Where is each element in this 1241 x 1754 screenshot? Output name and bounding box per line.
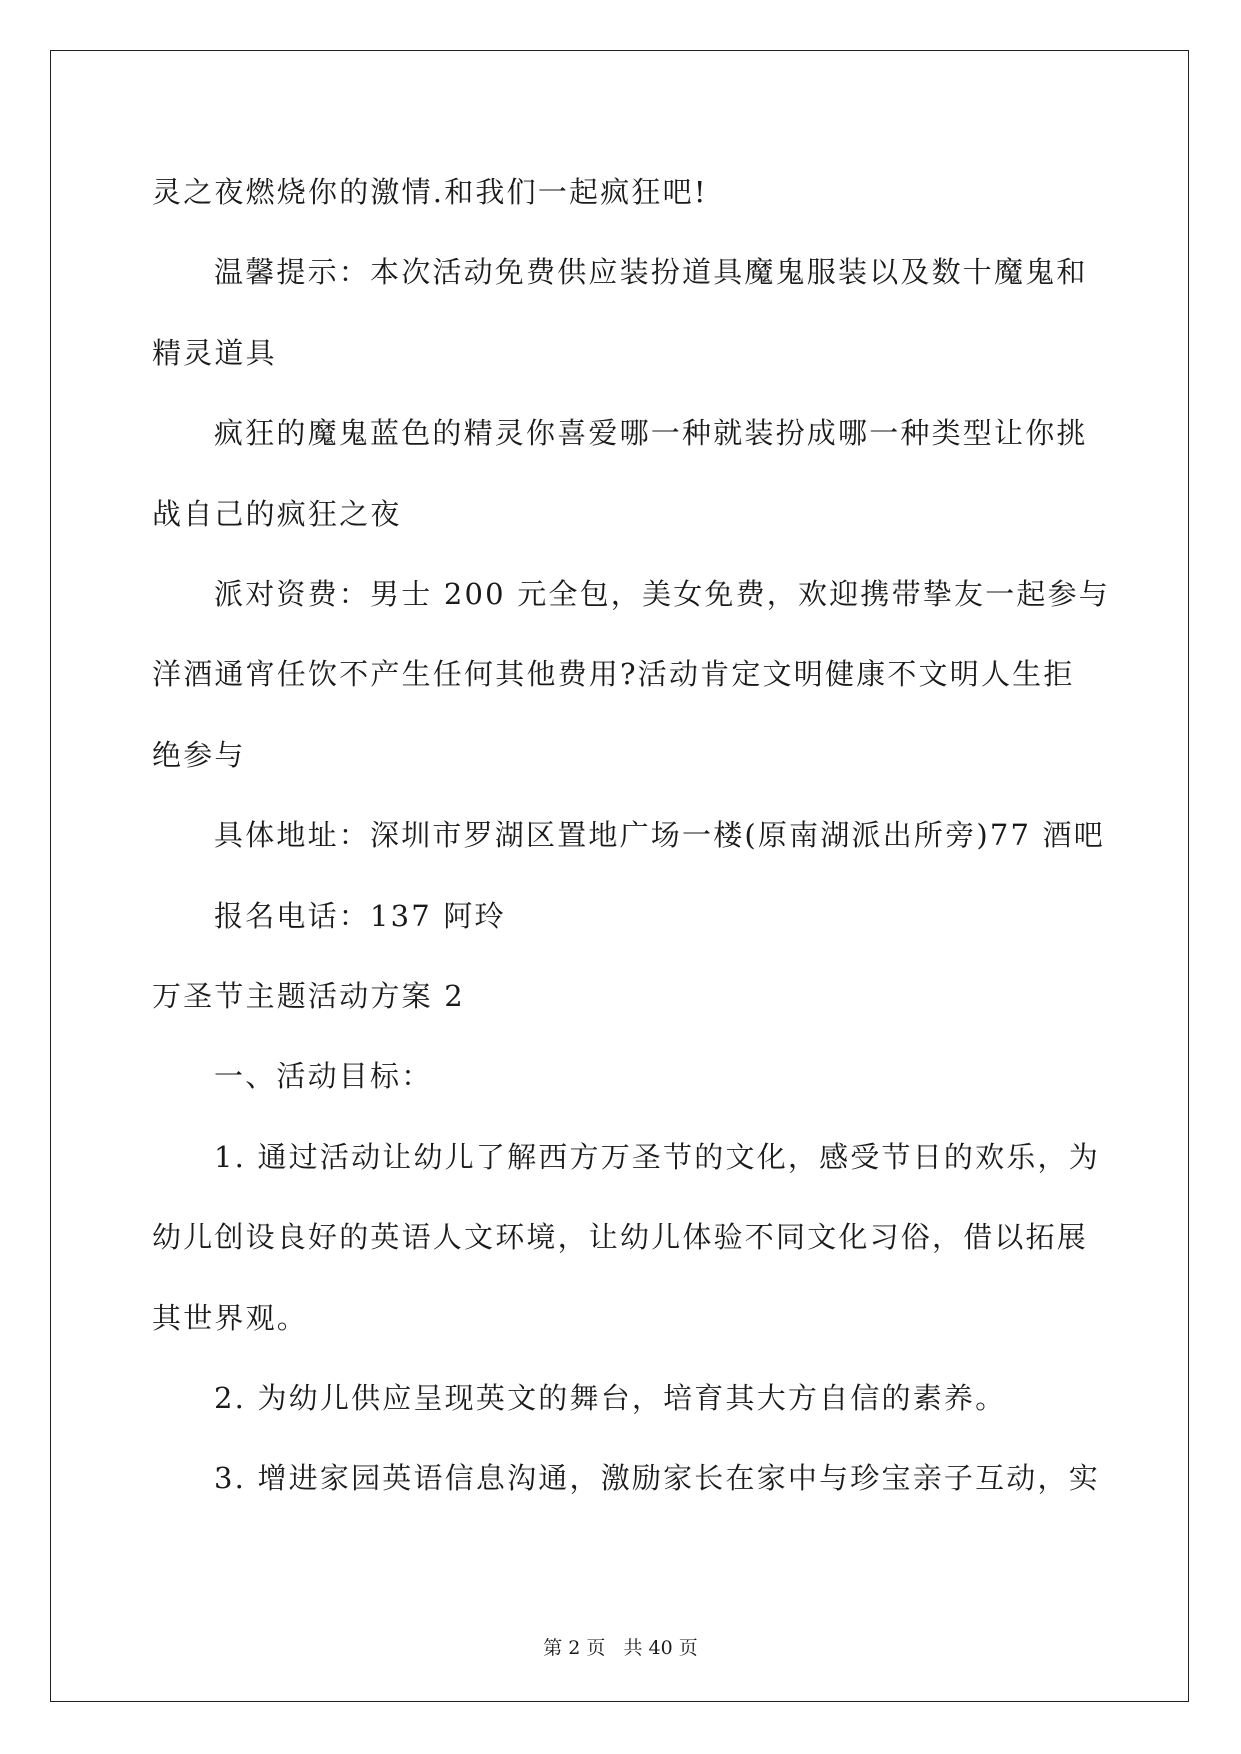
text-line: 疯狂的魔鬼蓝色的精灵你喜爱哪一种就装扮成哪一种类型让你挑 [214, 416, 1088, 450]
page-number-footer: 第 2 页 共 40 页 [543, 1637, 698, 1659]
text-line: 2. 为幼儿供应呈现英文的舞台，培育其大方自信的素养。 [214, 1381, 1007, 1415]
subsection-heading: 一、活动目标： [214, 1059, 433, 1093]
text-line: 幼儿创设良好的英语人文环境，让幼儿体验不同文化习俗，借以拓展 [152, 1220, 1089, 1254]
text-line: 洋酒通宵任饮不产生任何其他费用?活动肯定文明健康不文明人生拒 [152, 657, 1075, 691]
text-line: 派对资费：男士 200 元全包，美女免费，欢迎携带挚友一起参与 [214, 577, 1110, 611]
text-line: 1. 通过活动让幼儿了解西方万圣节的文化，感受节日的欢乐，为 [214, 1140, 1100, 1174]
text-line: 精灵道具 [152, 336, 277, 370]
text-line: 报名电话：137 阿玲 [214, 899, 506, 933]
text-line: 具体地址：深圳市罗湖区置地广场一楼(原南湖派出所旁)77 酒吧 [214, 818, 1105, 852]
text-line: 温馨提示：本次活动免费供应装扮道具魔鬼服装以及数十魔鬼和 [214, 255, 1088, 289]
text-line: 绝参与 [152, 738, 246, 772]
text-line: 灵之夜燃烧你的激情.和我们一起疯狂吧! [152, 175, 708, 209]
text-line: 战自己的疯狂之夜 [152, 497, 402, 531]
text-line: 其世界观。 [152, 1301, 309, 1335]
text-line: 3. 增进家园英语信息沟通，激励家长在家中与珍宝亲子互动，实 [214, 1461, 1100, 1495]
section-heading: 万圣节主题活动方案 2 [152, 979, 465, 1013]
